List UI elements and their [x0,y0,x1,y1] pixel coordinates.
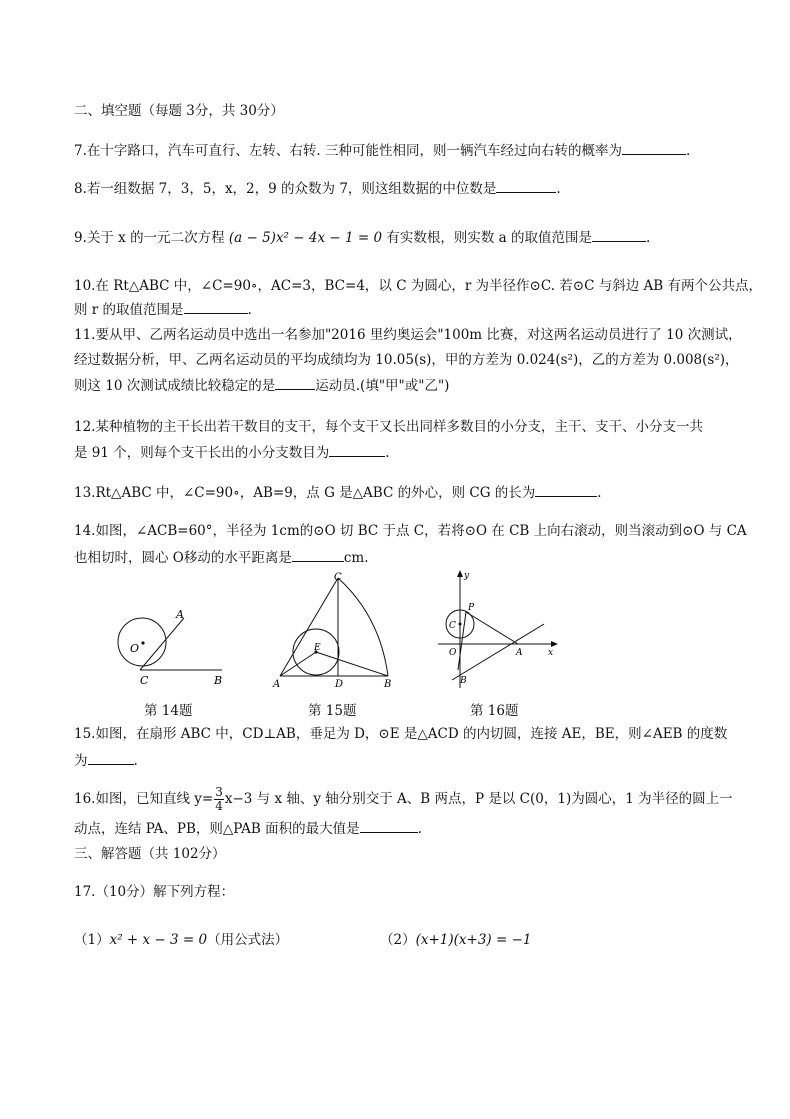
fig14-caption: 第 14题 [144,703,193,719]
fig15-label-b: B [384,679,392,690]
q11-line3-start: 则这 10 次测试成绩比较稳定的是 [74,378,276,394]
q16-pre: 16.如图，已知直线 y= [74,791,214,807]
question-12-line1: 12.某种植物的主干长出若干数目的支干，每个支干又长出同样多数目的小分支，主干、支干、小分支一共 [74,419,703,435]
question-11-line2: 经过数据分析，甲、乙两名运动员的平均成绩均为 10.05(s)，甲的方差为 0.024(s²)，乙的方差为 0.008(s²)， [74,352,739,368]
question-9 [74,227,650,248]
fig16-x-arrow [551,641,558,647]
question-16-line1 [74,786,733,813]
question-12-line2 [74,442,390,463]
question-8 [74,178,561,199]
q9-end: . [645,230,651,246]
figure-16 [432,568,564,692]
q9-equation: (a − 5)x² − 4x − 1 = 0 [228,230,383,246]
q17-part2-equation: (x+1)(x+3) = −1 [415,932,532,948]
fig16-caption: 第 16题 [470,703,519,719]
q10-answer-blank[interactable] [184,299,248,314]
question-17-title: 17.（10分）解下列方程： [74,884,235,900]
question-11-line1: 11.要从甲、乙两名运动员中选出一名参加"2016 里约奥运会"100m 比赛，对这两名运动员进行了 10 次测试， [74,327,742,343]
figure-14 [110,600,230,690]
q16-answer-blank[interactable] [360,818,418,833]
fig16-center-dot [459,623,462,626]
question-17-part1 [74,930,288,950]
q17-part2-label: （2） [380,932,416,948]
q7-text: 7.在十字路口，汽车可直行、左转、右转. 三种可能性相同，则一辆汽车经过向右转的概率为 [74,143,622,159]
q9-pre: 9.关于 x 的一元二次方程 [74,230,225,246]
fig14-label-a: A [176,608,184,621]
question-7 [74,140,690,161]
fig15-label-d: D [335,679,344,690]
q16-end: . [417,821,422,837]
fig16-line-ab [452,624,544,680]
q13-answer-blank[interactable] [535,482,597,497]
q17-part1-equation: x² + x − 3 = 0 [109,932,208,948]
q8-answer-blank[interactable] [496,178,556,193]
question-15-line2 [74,750,138,771]
q17-part1-label: （1） [74,932,110,948]
question-14-line1: 14.如图，∠ACB=60°，半径为 1cm的⊙O 切 BC 于点 C，若将⊙O 在 CB 上向右滚动，则当滚动到⊙O 与 CA [74,523,747,539]
fig15-caption: 第 15题 [308,703,357,719]
q16-frac-den: 4 [215,799,223,813]
fig15-label-e: E [314,643,321,653]
fig15-segment-ae [280,652,316,676]
fig16-y-arrow [457,570,463,577]
q11-line3-end: 运动员.(填"甲"或"乙") [315,378,450,394]
question-17-part2 [380,930,531,950]
fig16-label-y: y [464,571,470,581]
q8-end: . [556,181,561,197]
q12-end: . [385,445,390,461]
q16-mid: x−3 与 x 轴、y 轴分别交于 A、B 两点，P 是以 C(0，1)为圆心，1 为半径的圆上一 [224,791,733,807]
q7-end: . [685,143,691,159]
q8-text: 8.若一组数据 7，3，5，x，2，9 的众数为 7，则这组数据的中位数是 [74,181,497,197]
question-10-line1: 10.在 Rt△ABC 中，∠C=90∘，AC=3，BC=4，以 C 为圆心，r 为半径作⊙C. 若⊙C 与斜边 AB 有两个公共点， [74,278,762,294]
q14-answer-blank[interactable] [292,547,344,562]
q7-answer-blank[interactable] [622,140,686,155]
q11-answer-blank[interactable] [275,375,315,390]
q17-part1-note: （用公式法） [207,932,289,948]
q12-answer-blank[interactable] [329,442,385,457]
section-3-title: 三、解答题（共 102分） [74,846,226,862]
q16-fraction [214,786,224,813]
q10-line2-text: 则 r 的取值范围是 [74,302,184,318]
q9-post: 有实数根，则实数 a 的取值范围是 [386,230,592,246]
q14-line2-text: 也相切时，圆心 O移动的水平距离是 [74,550,292,566]
fig14-ray-ca [140,618,184,670]
question-16-line2 [74,818,422,839]
fig15-label-c: C [334,572,342,583]
q13-end: . [597,485,602,501]
question-15-line1: 15.如图，在扇形 ABC 中，CD⊥AB，垂足为 D，⊙E 是△ACD 的内切圆，连接 AE，BE，则∠AEB 的度数 [74,726,728,742]
question-10-line2 [74,299,252,320]
fig16-label-c: C [449,621,456,631]
q9-answer-blank[interactable] [592,227,646,242]
fig14-label-c: C [140,674,149,687]
q12-line2-text: 是 91 个，则每个支干长出的小分支数目为 [74,445,330,461]
fig15-segment-ac [280,578,338,676]
question-14-line2 [74,547,369,568]
fig15-label-a: A [273,679,281,690]
fig16-label-a: A [516,648,523,658]
fig16-label-o: O [449,648,457,658]
q14-unit: cm. [343,550,369,566]
fig16-label-b: B [460,676,467,686]
q15-end: . [133,753,138,769]
fig14-center-dot [141,641,144,644]
q10-end: . [247,302,252,318]
fig16-label-p: P [468,603,475,613]
fig14-label-o: O [130,642,140,655]
question-11-line3 [74,375,449,396]
fig14-label-b: B [214,674,223,687]
fig16-label-x: x [548,648,554,658]
q15-answer-blank[interactable] [88,750,134,765]
q15-line2-text: 为 [74,753,88,769]
figure-15 [268,572,398,690]
q16-line2-text: 动点，连结 PA、PB，则△PAB 面积的最大值是 [74,821,360,837]
fig16-segment-pb [458,612,466,670]
question-13 [74,482,602,503]
q16-frac-num: 3 [215,785,223,799]
section-2-title: 二、填空题（每题 3分，共 30分） [74,103,284,119]
fig15-arc-cb [338,578,388,676]
q13-text: 13.Rt△ABC 中，∠C=90∘，AB=9，点 G 是△ABC 的外心，则 CG 的长为 [74,485,536,501]
